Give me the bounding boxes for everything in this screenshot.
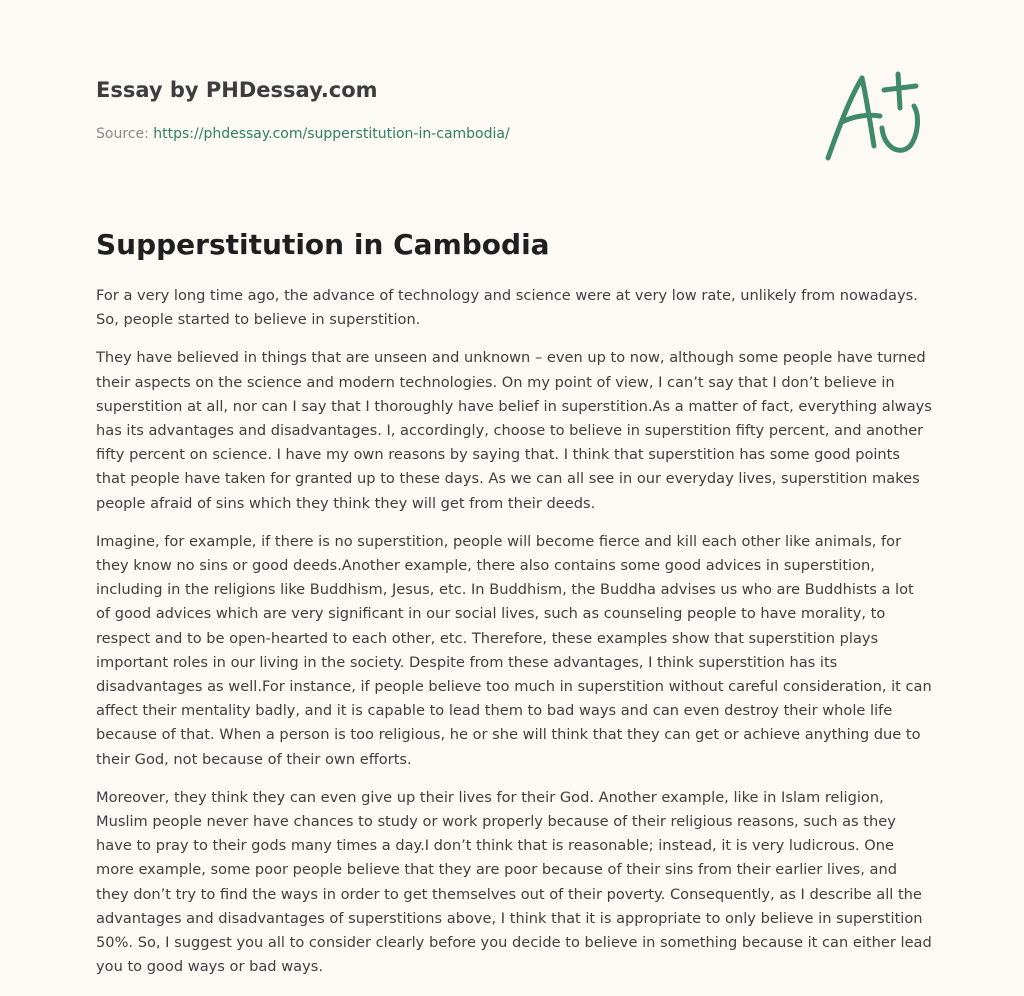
site-brand: Essay by PHDessay.com	[96, 78, 378, 102]
source-line	[96, 124, 796, 144]
article-paragraph: Moreover, they think they can even give up their lives for their God. Another example, like in Islam religion, Muslim people never have chances to study or work properly because of their religious reasons, such as they have to pray to their gods many times a day.I don’t think that is reasonable; instead, it is very ludicrous. One more example, some poor people believe that they are poor because of their sins from their earlier lives, and they don’t try to find the ways in order to get themselves out of their poverty. Consequently, as I describe all the advantages and disadvantages of superstitions above, I think that it is appropriate to only believe in superstition 50%. So, I suggest you all to consider clearly before you decide to believe in something because it can either lead you to good ways or bad ways.	[96, 788, 932, 976]
page-header	[96, 76, 796, 144]
article-paragraph: For a very long time ago, the advance of technology and science were at very low rate, unlikely from nowadays. So, people started to believe in superstition.	[96, 287, 918, 329]
source-link[interactable]: https://phdessay.com/supperstitution-in-cambodia/	[153, 126, 510, 142]
article	[96, 226, 932, 993]
article-title: Supperstitution in Cambodia	[96, 228, 550, 261]
a-plus-grade-icon	[818, 66, 930, 166]
source-label: Source:	[96, 126, 149, 142]
article-paragraph: They have believed in things that are unseen and unknown – even up to now, although some people have turned their aspects on the science and modern technologies. On my point of view, I can’t say that I don’t believe in superstition at all, nor can I say that I thoroughly have belief in superstition.As a matter of fact, everything always has its advantages and disadvantages. I, accordingly, choose to believe in superstition fifty percent, and another fifty percent on science. I have my own reasons by saying that. I think that superstition has some good points that people have taken for granted up to these days. As we can all see in our everyday lives, superstition makes people afraid of sins which they think they will get from their deeds.	[96, 349, 932, 512]
article-paragraph: Imagine, for example, if there is no superstition, people will become fierce and kill each other like animals, for they know no sins or good deeds.Another example, there also contains some good advices in superstition, including in the religions like Buddhism, Jesus, etc. In Buddhism, the Buddha advises us who are Buddhists a lot of good advices which are very significant in our social lives, such as counseling people to have morality, to respect and to be open-hearted to each other, etc. Therefore, these examples show that superstition plays important roles in our living in the society. Despite from these advantages, I think superstition has its disadvantages as well.For instance, if people believe too much in superstition without careful consideration, it can affect their mentality badly, and it is capable to lead them to bad ways and can even destroy their whole life because of that. When a person is too religious, he or she will think that they can get or achieve anything due to their God, not because of their own efforts.	[96, 532, 932, 768]
